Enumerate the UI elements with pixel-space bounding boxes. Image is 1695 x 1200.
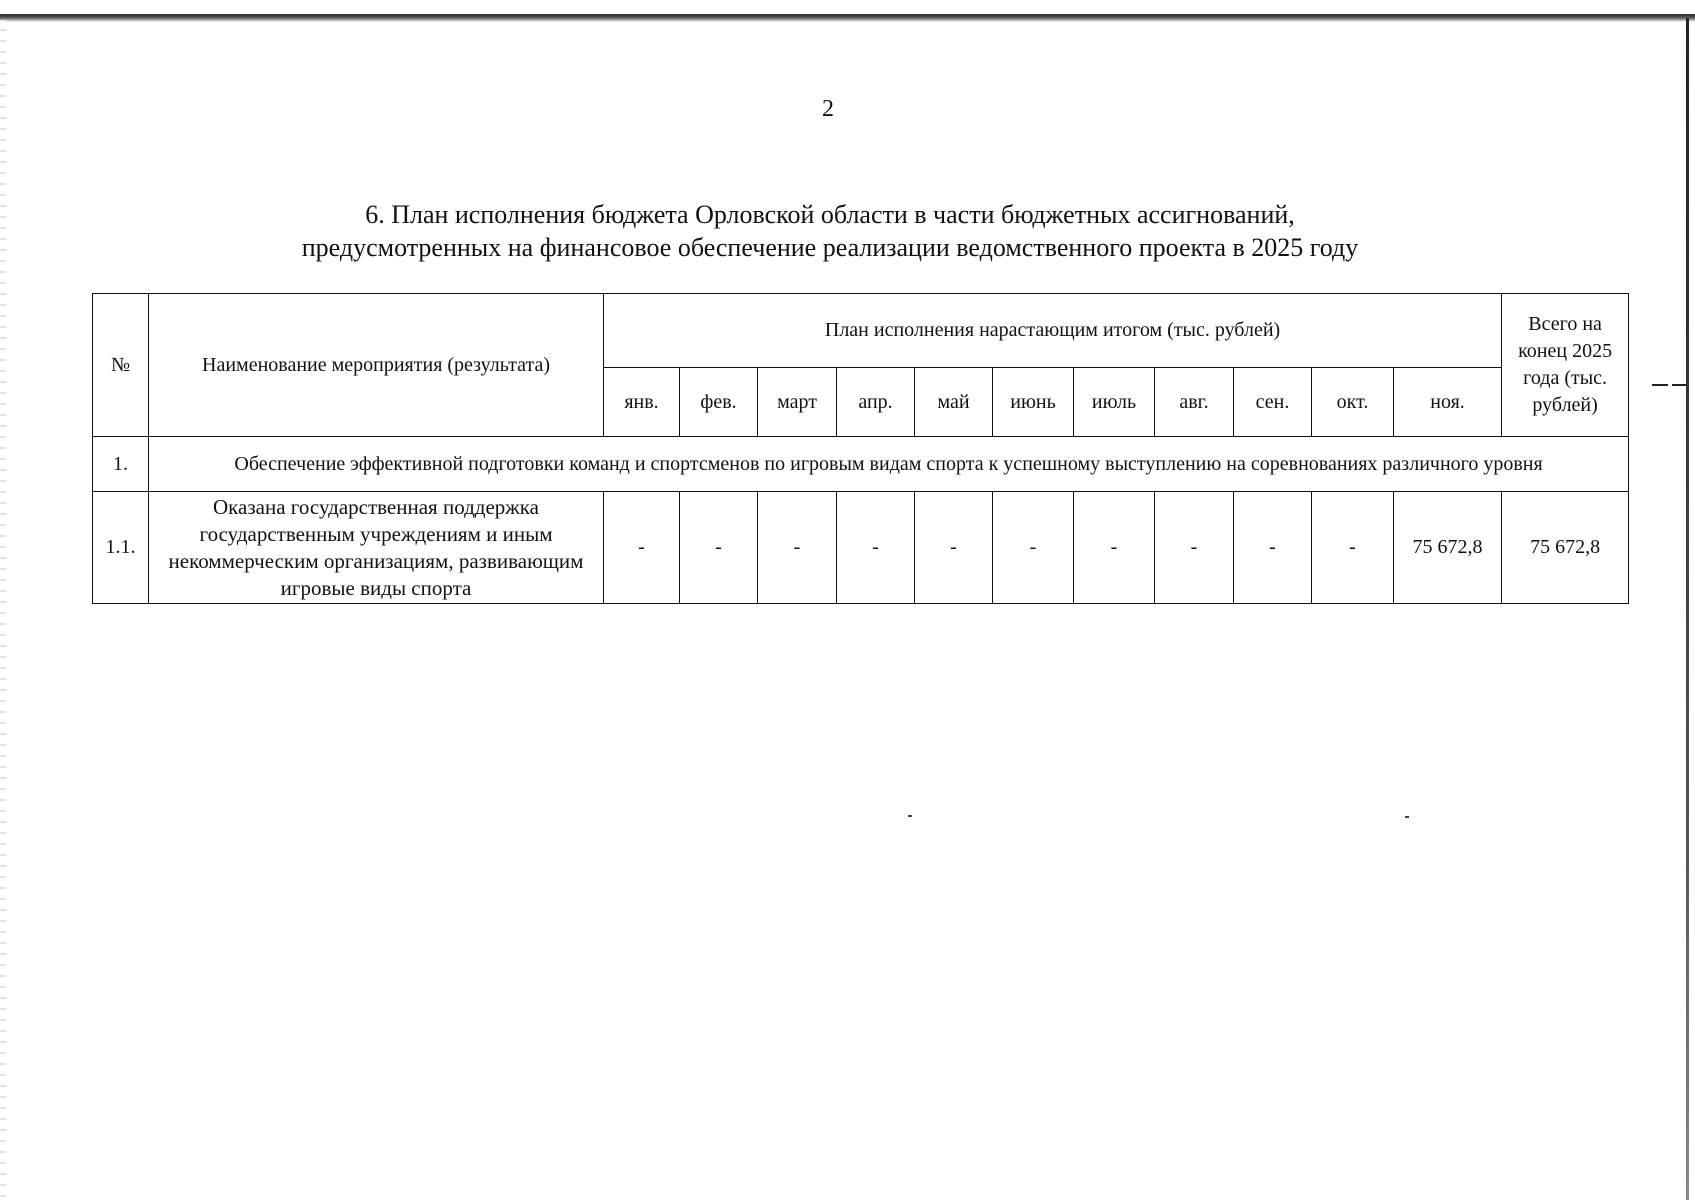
row-month-value: - <box>1234 492 1312 604</box>
scan-top-edge <box>0 14 1695 22</box>
header-month: окт. <box>1312 368 1394 437</box>
row-total-value: 75 672,8 <box>1502 492 1629 604</box>
row-name: Оказана государственная поддержка государственным учреждениям и иным некоммерческим организациям, развивающим игровые виды спорта <box>149 492 604 604</box>
row-month-value: - <box>1074 492 1155 604</box>
table-row <box>93 492 1629 604</box>
row-month-value: - <box>837 492 915 604</box>
section-number: 1. <box>93 437 149 492</box>
row-month-value: - <box>993 492 1074 604</box>
title-line-2: предусмотренных на финансовое обеспечение реализации ведомственного проекта в 2025 году <box>301 233 1359 262</box>
header-number: № <box>93 294 149 437</box>
header-month: сен. <box>1234 368 1312 437</box>
row-month-value: - <box>604 492 680 604</box>
header-month: март <box>758 368 837 437</box>
scan-left-edge <box>0 20 6 1200</box>
header-month: июль <box>1074 368 1155 437</box>
header-month: апр. <box>837 368 915 437</box>
header-plan: План исполнения нарастающим итогом (тыс. рублей) <box>604 294 1502 368</box>
header-month: янв. <box>604 368 680 437</box>
header-total: Всего на конец 2025 года (тыс. рублей) <box>1502 294 1629 437</box>
budget-plan-table <box>92 293 1629 604</box>
row-month-value: 75 672,8 <box>1394 492 1502 604</box>
margin-mark <box>1652 384 1668 386</box>
row-month-value: - <box>1312 492 1394 604</box>
header-month: фев. <box>680 368 758 437</box>
section-row <box>93 437 1629 492</box>
scan-speck <box>908 815 912 817</box>
title-line-1: 6. План исполнения бюджета Орловской области в части бюджетных ассигнований, <box>365 200 1295 229</box>
row-month-value: - <box>758 492 837 604</box>
header-month: май <box>915 368 993 437</box>
section-title: Обеспечение эффективной подготовки команд и спортсменов по игровым видам спорта к успешному выступлению на соревнованиях различного уровня <box>149 437 1629 492</box>
scan-right-edge <box>1686 18 1689 1200</box>
row-month-value: - <box>680 492 758 604</box>
header-month: ноя. <box>1394 368 1502 437</box>
row-month-value: - <box>1155 492 1234 604</box>
row-month-value: - <box>915 492 993 604</box>
row-number: 1.1. <box>93 492 149 604</box>
page-number: 2 <box>822 96 834 122</box>
header-month: июнь <box>993 368 1074 437</box>
document-title <box>160 198 1500 264</box>
header-month: авг. <box>1155 368 1234 437</box>
header-row-top <box>93 294 1629 368</box>
margin-mark <box>1672 384 1686 386</box>
header-name: Наименование мероприятия (результата) <box>149 294 604 437</box>
scan-speck <box>1405 816 1409 818</box>
